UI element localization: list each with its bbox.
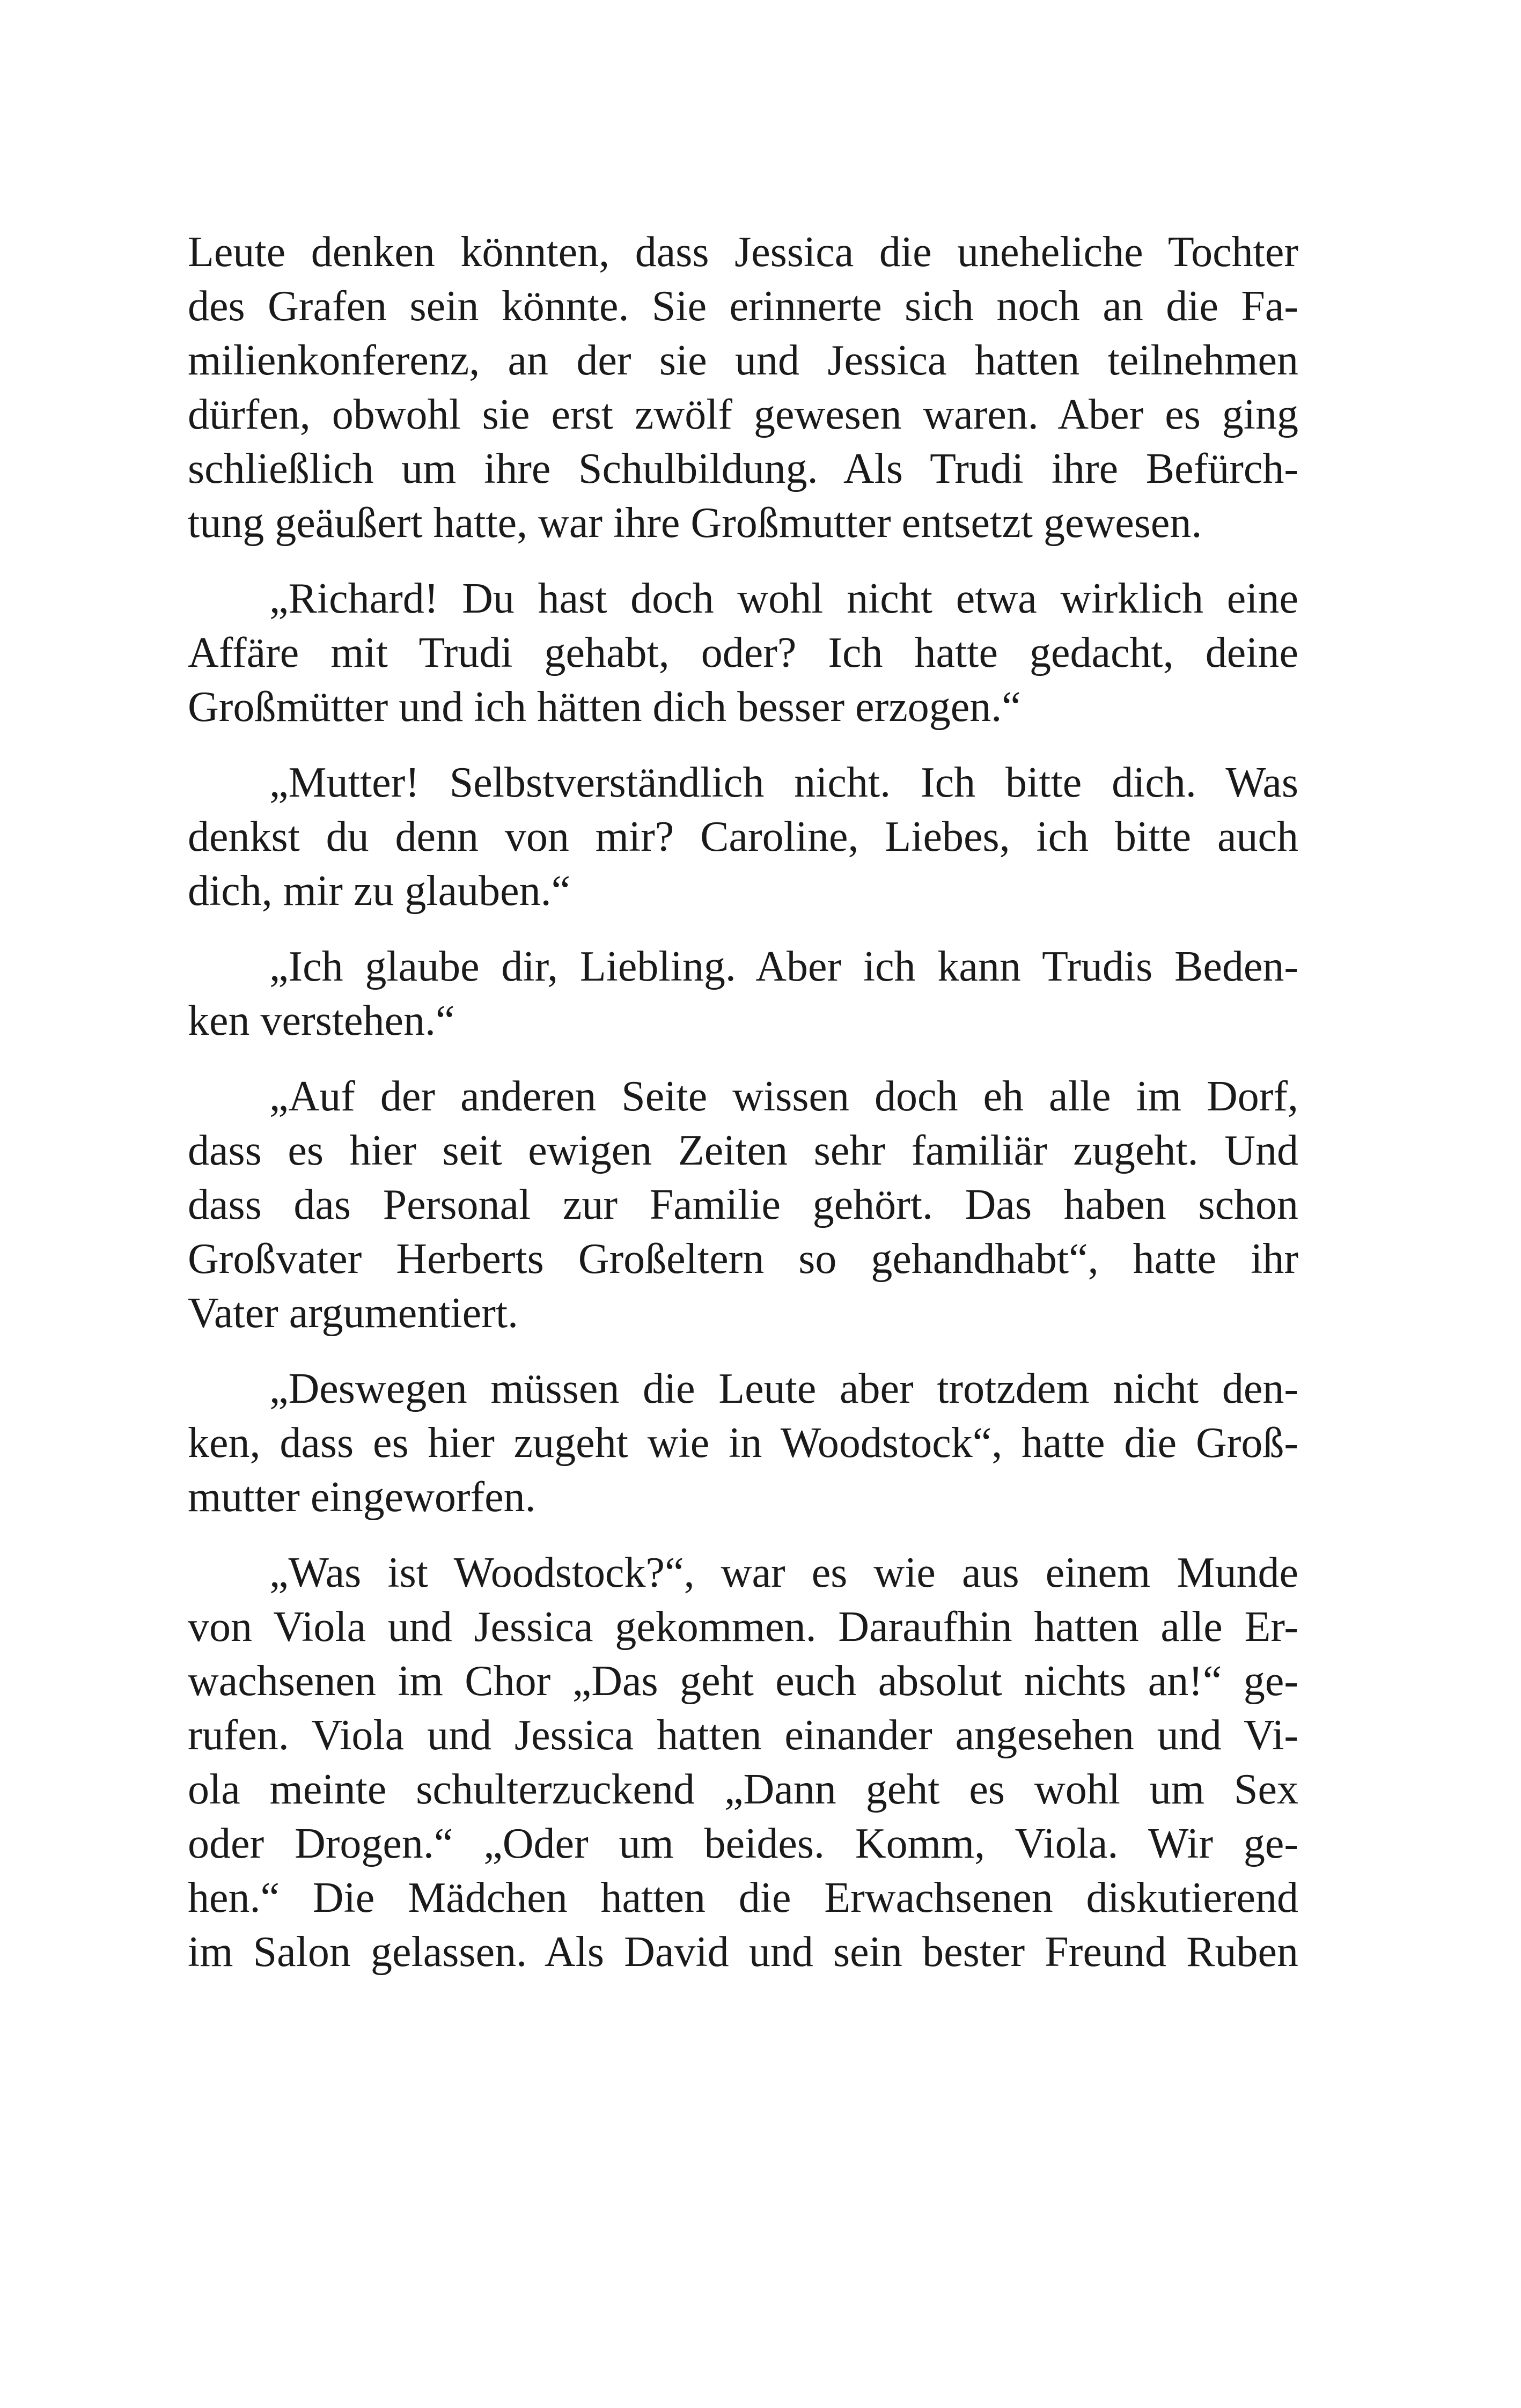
- text-line: im Salon gelassen. Als David und sein bester Freund Ruben: [188, 1928, 1298, 1976]
- text-line: dass das Personal zur Familie gehört. Das haben schon: [188, 1181, 1298, 1228]
- text-line: mutter eingeworfen.: [188, 1474, 536, 1521]
- text-line: von Viola und Jessica gekommen. Daraufhin hatten alle Er-: [188, 1603, 1298, 1651]
- text-line: oder Drogen.“ „Oder um beides. Komm, Viola. Wir ge-: [188, 1820, 1298, 1867]
- text-line: wachsenen im Chor „Das geht euch absolut nichts an!“ ge-: [188, 1658, 1298, 1705]
- paragraph-7: [188, 1546, 1298, 1979]
- paragraph-1: [188, 225, 1298, 550]
- text-line: tung geäußert hatte, war ihre Großmutter entsetzt gewesen.: [188, 499, 1202, 547]
- text-line: „Mutter! Selbstverständlich nicht. Ich bitte dich. Was: [269, 759, 1298, 806]
- text-line: rufen. Viola und Jessica hatten einander angesehen und Vi-: [188, 1712, 1298, 1759]
- paragraph-4: [188, 940, 1298, 1048]
- text-line: ken verstehen.“: [188, 997, 455, 1044]
- text-line: Affäre mit Trudi gehabt, oder? Ich hatte gedacht, deine: [188, 629, 1298, 676]
- text-line: „Richard! Du hast doch wohl nicht etwa wirklich eine: [269, 575, 1298, 622]
- text-line: Vater argumentiert.: [188, 1290, 519, 1337]
- text-line: schließlich um ihre Schulbildung. Als Trudi ihre Befürch-: [188, 445, 1298, 492]
- text-line: ola meinte schulterzuckend „Dann geht es wohl um Sex: [188, 1766, 1298, 1813]
- paragraph-5: [188, 1070, 1298, 1341]
- text-line: „Was ist Woodstock?“, war es wie aus einem Munde: [269, 1549, 1298, 1596]
- text-line: „Auf der anderen Seite wissen doch eh alle im Dorf,: [269, 1073, 1298, 1120]
- text-line: Großmütter und ich hätten dich besser erzogen.“: [188, 683, 1021, 731]
- paragraph-6: [188, 1362, 1298, 1525]
- text-line: milienkonferenz, an der sie und Jessica hatten teilnehmen: [188, 337, 1298, 384]
- text-line: dich, mir zu glauben.“: [188, 867, 571, 915]
- text-line: „Deswegen müssen die Leute aber trotzdem nicht den-: [269, 1365, 1298, 1412]
- text-line: des Grafen sein könnte. Sie erinnerte sich noch an die Fa-: [188, 283, 1298, 330]
- text-line: dass es hier seit ewigen Zeiten sehr familiär zugeht. Und: [188, 1127, 1298, 1174]
- text-line: „Ich glaube dir, Liebling. Aber ich kann Trudis Beden-: [269, 943, 1298, 990]
- text-line: hen.“ Die Mädchen hatten die Erwachsenen diskutierend: [188, 1874, 1298, 1921]
- text-line: Leute denken könnten, dass Jessica die uneheliche Tochter: [188, 229, 1298, 276]
- paragraph-3: [188, 756, 1298, 918]
- text-line: Großvater Herberts Großeltern so gehandhabt“, hatte ihr: [188, 1235, 1298, 1283]
- paragraph-2: [188, 572, 1298, 734]
- text-line: denkst du denn von mir? Caroline, Liebes, ich bitte auch: [188, 813, 1298, 860]
- book-page: [188, 225, 1298, 2001]
- text-line: ken, dass es hier zugeht wie in Woodstock“, hatte die Groß-: [188, 1419, 1298, 1467]
- text-line: dürfen, obwohl sie erst zwölf gewesen waren. Aber es ging: [188, 391, 1298, 438]
